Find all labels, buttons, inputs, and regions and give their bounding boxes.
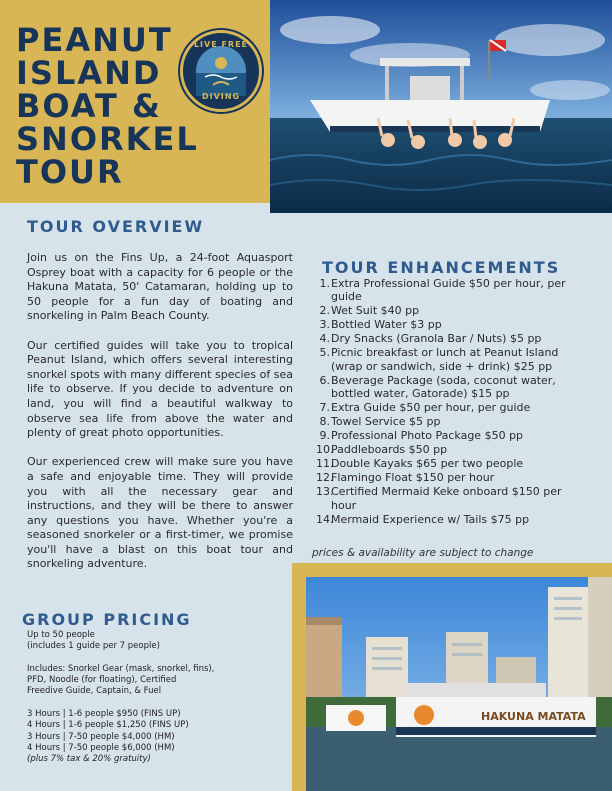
item-text: Dry Snacks (Granola Bar / Nuts) $5 pp [331,332,542,346]
overview-paragraph: Our certified guides will take you to tropical Peanut Island, which offers several interesting snorkel spots with many different species of sea life to observe. If you decide to adventure on land, you will find a beautiful walkway to observe sea life from above the water and plenty of great photo opportunities. [27,338,293,440]
list-item [316,374,586,401]
item-text: Paddleboards $50 pp [331,443,448,457]
group-pricing-heading: GROUP PRICING [22,610,192,629]
item-text: Mermaid Experience w/ Tails $75 pp [331,512,530,526]
item-text: Flamingo Float $150 per hour [331,471,495,485]
rate-line: 3 Hours | 1-6 people $950 (FINS UP) [27,709,181,720]
item-text: Beverage Package (soda, coconut water, bottled water, Gatorade) $15 pp [331,373,556,401]
list-item [316,485,586,512]
tax-gratuity-note: (plus 7% tax & 20% gratuity) [27,754,151,765]
tour-overview-text [27,251,293,587]
list-item [316,401,586,414]
rate-line: 4 Hours | 1-6 people $1,250 (FINS UP) [27,720,189,731]
capacity-line: Up to 50 people [27,630,95,640]
item-text: Extra Professional Guide $50 per hour, per guide [331,277,566,304]
boat-name-text: HAKUNA MATATA [481,710,586,723]
list-item [316,443,586,456]
list-item [316,277,586,304]
logo-bottom-text: DIVING [201,92,241,101]
title-panel [0,0,285,203]
title-line: SNORKEL [16,120,199,158]
item-text: Bottled Water $3 pp [331,318,442,332]
item-number: 6. [319,373,330,387]
title-line: TOUR [16,153,124,191]
item-number: 10. [316,443,334,457]
item-number: 7. [319,401,330,415]
item-number: 12. [316,471,334,485]
list-item [316,513,586,526]
item-number: 1. [319,277,330,290]
list-item [316,429,586,442]
item-text: Towel Service $5 pp [331,415,441,429]
item-text: Picnic breakfast or lunch at Peanut Island (wrap or sandwich, side + drink) $25 pp [331,346,559,373]
list-item [316,332,586,345]
item-text: Certified Mermaid Keke onboard $150 per hour [331,485,562,512]
item-number: 9. [319,429,330,443]
list-item [316,318,586,331]
list-item [316,346,586,373]
prices-disclaimer: prices & availability are subject to change [312,547,534,559]
includes-line: Freedive Guide, Captain, & Fuel [27,686,162,697]
logo-top-text: LIVE FREE [193,40,249,49]
includes-line: Includes: Snorkel Gear (mask, snorkel, fins), [27,663,215,674]
title-line: PEANUT [16,21,173,59]
capacity-line: (includes 1 guide per 7 people) [27,641,160,652]
rate-line: 4 Hours | 7-50 people $6,000 (HM) [27,742,175,753]
item-number: 4. [319,332,330,346]
item-number: 8. [319,415,330,429]
item-number: 11. [316,457,334,471]
item-text: Wet Suit $40 pp [331,304,420,318]
overview-paragraph: Join us on the Fins Up, a 24-foot Aquasport Osprey boat with a capacity for 6 people or the Hakuna Matata, 50' Catamaran, holding up to 50 people for a fun day of boating and snorkeling in Palm Beach County. [27,251,293,323]
catamaran-photo-image [306,577,612,791]
item-number: 3. [319,318,330,332]
title-line: ISLAND [16,54,162,92]
includes-line: PFD, Noodle (for floating), Certified [27,675,177,686]
enhancements-list [316,277,586,527]
item-number: 2. [319,304,330,318]
tour-enhancements-heading: TOUR ENHANCEMENTS [322,258,561,277]
overview-paragraph: Our experienced crew will make sure you have a safe and enjoyable time. They will provide you with all the necessary gear and instructions, and they will be there to answer any questions you have. Whether you're a seasoned snorkeler or a first-timer, we promise you'll have a blast on this boat tour and snorkeling adventure. [27,455,293,571]
item-text: Professional Photo Package $50 pp [331,429,524,443]
list-item [316,304,586,317]
boat-photo-image [270,0,612,213]
item-text: Extra Guide $50 per hour, per guide [331,401,531,415]
item-text: Double Kayaks $65 per two people [331,457,524,471]
rate-line: 3 Hours | 7-50 people $4,000 (HM) [27,731,175,742]
catamaran-photo [306,577,612,791]
group-pricing-text [27,630,257,766]
list-item [316,457,586,470]
list-item [316,415,586,428]
tour-overview-heading: TOUR OVERVIEW [27,217,205,236]
hero-boat-photo [270,0,612,213]
item-number: 14. [316,512,334,526]
item-number: 5. [319,346,330,360]
list-item [316,471,586,484]
title-line: BOAT & [16,87,162,125]
item-number: 13. [316,485,334,499]
live-free-diving-logo [180,30,262,112]
